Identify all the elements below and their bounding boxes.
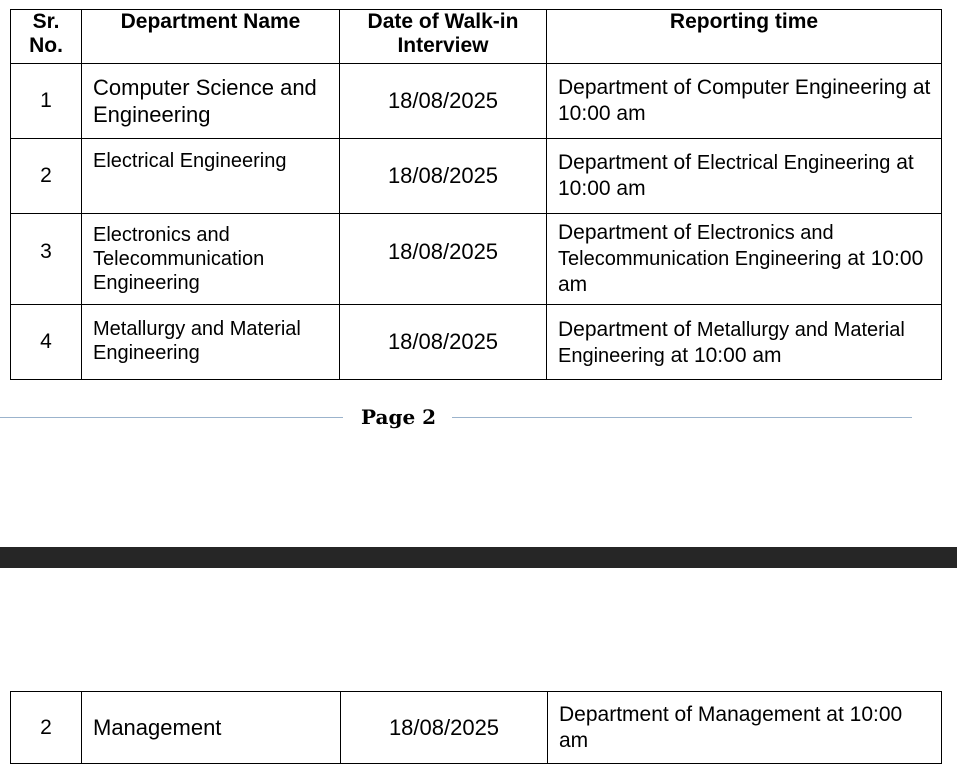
department-cell: Electronics and Telecommunication Engineering [82, 214, 340, 305]
reporting-cell [547, 139, 942, 214]
header-date: Date of Walk-in Interview [340, 10, 547, 64]
table-row [11, 139, 942, 214]
footer-rule-right [452, 417, 912, 418]
department-cell: Electrical Engineering [82, 139, 340, 214]
reporting-department: Metallurgy and Material Engineering [558, 319, 905, 367]
sr-cell: 2 [11, 692, 82, 764]
next-page-table [10, 691, 942, 764]
reporting-cell [547, 64, 942, 139]
header-sr-no: Sr. No. [11, 10, 82, 64]
sr-cell: 4 [11, 305, 82, 380]
date-cell: 18/08/2025 [340, 214, 547, 305]
header-reporting-time: Reporting time [547, 10, 942, 64]
department-cell: Management [82, 692, 341, 764]
footer-rule-left [0, 417, 343, 418]
date-cell: 18/08/2025 [340, 64, 547, 139]
reporting-cell [547, 305, 942, 380]
page-number: Page 2 [361, 405, 437, 429]
header-department: Department Name [82, 10, 340, 64]
department-cell: Metallurgy and Material Engineering [82, 305, 340, 380]
date-cell: 18/08/2025 [340, 139, 547, 214]
reporting-text: Department of Computer Engineering at 10:00 am [558, 76, 931, 125]
reporting-prefix: Department of [558, 221, 692, 244]
reporting-time: at 10:00 am [558, 247, 924, 296]
reporting-department: Electronics and Telecommunication Engineering [558, 222, 842, 270]
table-row [11, 305, 942, 380]
page-separator [0, 547, 957, 568]
date-cell: 18/08/2025 [341, 692, 548, 764]
page-footer [0, 405, 957, 433]
reporting-cell: Department of Management at 10:00 am [548, 692, 942, 764]
table-row [11, 64, 942, 139]
date-cell: 18/08/2025 [340, 305, 547, 380]
sr-cell: 3 [11, 214, 82, 305]
reporting-department: Electrical Engineering [696, 152, 891, 174]
reporting-prefix: Department of [558, 151, 692, 174]
reporting-time: at 10:00 am [670, 344, 782, 367]
table-row [11, 214, 942, 305]
interview-schedule-table [10, 9, 942, 380]
department-cell: Computer Science and Engineering [82, 64, 340, 139]
sr-cell: 2 [11, 139, 82, 214]
table-row [11, 692, 942, 764]
sr-cell: 1 [11, 64, 82, 139]
reporting-time: at 10:00 am [558, 151, 914, 200]
reporting-prefix: Department of [558, 318, 692, 341]
table-header-row [11, 10, 942, 64]
reporting-cell [547, 214, 942, 305]
